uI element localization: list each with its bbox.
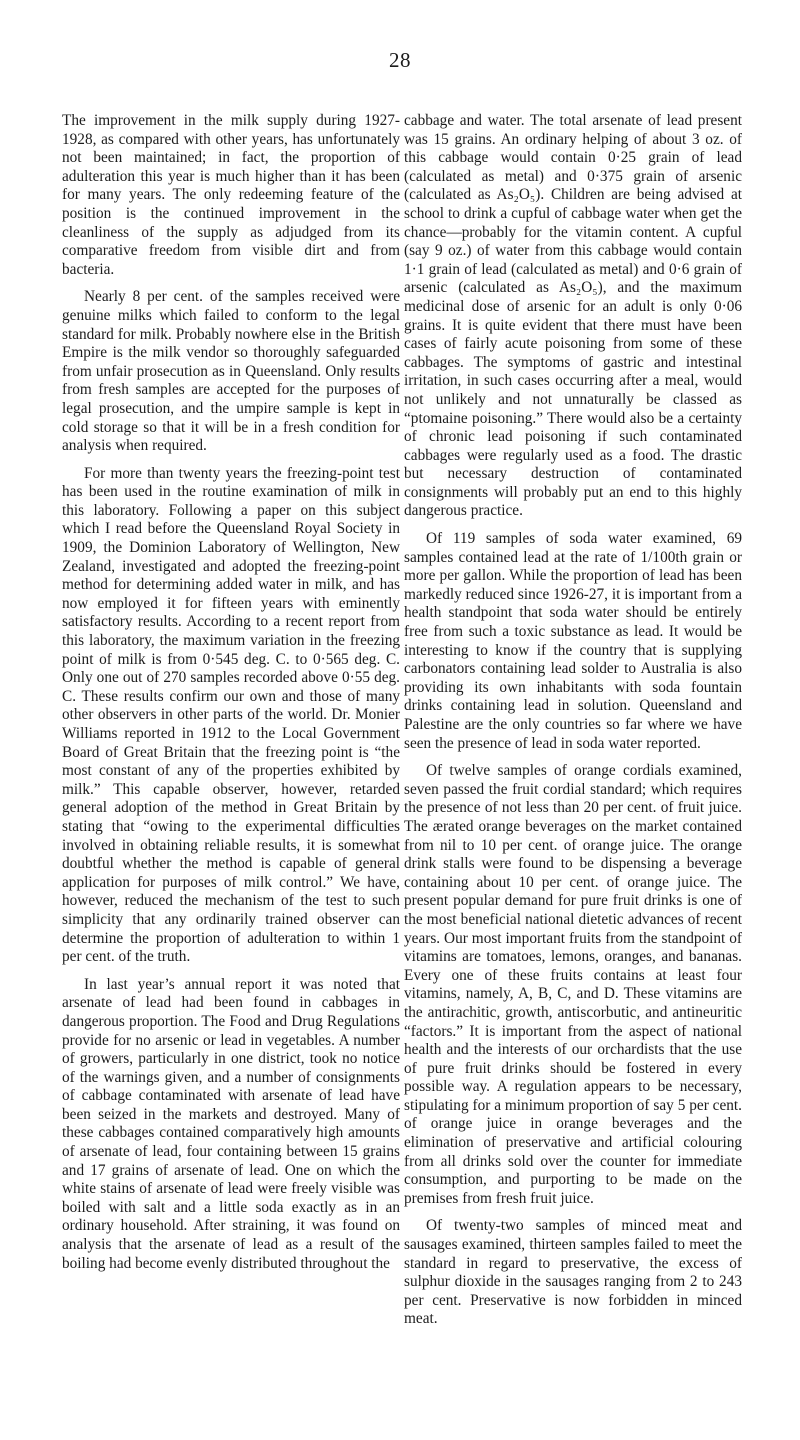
paragraph-freezing-point: For more than twenty years the freezing-point test has been used in the routine examination of milk in this laboratory. Following a paper on this subject which I read before the Queensland Royal Society in 1909, the Dominion Laboratory of Wellington, New Zealand, investigated and adopted the freezing-point method for determining added water in milk, and has now employed it for fifteen years with eminently satisfactory results. According to a recent report from this laboratory, the maximum variation in the freezing point of milk is from 0·545 deg. C. to 0·565 deg. C. Only one out of 270 samples recorded above 0·55 deg. C. These results confirm our own and those of many other observers in other parts of the world. Dr. Monier Williams reported in 1912 to the Local Government Board of Great Britain that the freezing point is “the most constant of any of the properties exhibited by milk.” This capable observer, however, retarded general adoption of the method in Great Britain by stating that “owing to the experimental difficulties involved in obtaining reliable results, it is somewhat doubtful whether the method is capable of general application for purposes of milk control.” We have, however, reduced the mechanism of the test to such simplicity that any ordinarily trained observer can determine the proportion of adulteration to within 1 per cent. of the truth. [62, 464, 400, 966]
paragraph-legal-standard: Nearly 8 per cent. of the samples received were genuine milks which failed to conform to the legal standard for milk. Probably nowhere else in the British Empire is the milk vendor so thoroughly safeguarded from unfair prosecution as in Queensland. Only results from fresh samples are accepted for the purposes of legal prosecution, and the umpire sample is kept in cold storage so that it will be in a fresh condition for analysis when required. [62, 288, 400, 455]
paragraph-orange-cordials: Of twelve samples of orange cordials examined, seven passed the fruit cordial standard; which requires the presence of not less than 20 per cent. of fruit juice. The ærated orange beverages on the market contained from nil to 10 per cent. of orange juice. The orange drink stalls were found to be dispensing a beverage containing about 10 per cent. of orange juice. The present popular demand for pure fruit drinks is one of the most beneficial national dietetic advances of recent years. Our most important fruits from the standpoint of vitamins are tomatoes, lemons, oranges, and bananas. Every one of these fruits contains at least four vitamins, namely, A, B, C, and D. These vitamins are the antirachitic, growth, antiscorbutic, and antineuritic “factors.” It is important from the aspect of national health and the interests of our orchardists that the use of pure fruit drinks should be fostered in every possible way. A regulation appears to be necessary, stipulating for a minimum proportion of say 5 per cent. of orange juice in orange beverages and the elimination of preservative and artificial colouring from all drinks sold over the counter for immediate consumption, and purporting to be made on the premises from fresh fruit juice. [404, 762, 742, 1207]
page-number: 28 [389, 48, 411, 72]
paragraph-cabbage-water-continued: cabbage and water. The total arsenate of lead present was 15 grains. An ordinary helping of about 3 oz. of this cabbage would contain 0·25 grain of lead (calculated as metal) and 0·375 grain of arsenic (calculated as As₂O₅). Children are being advised at school to drink a cupful of cabbage water when get the chance—probably for the vitamin content. A cupful (say 9 oz.) of water from this cabbage would contain 1·1 grain of lead (calculated as metal) and 0·6 grain of arsenic (calculated as As₂O₅), and the maximum medicinal dose of arsenic for an adult is only 0·06 grains. It is quite evident that there must have been cases of fairly acute poisoning from some of these cabbages. The symptoms of gastric and intestinal irritation, in such cases occurring after a meal, would not unlikely and not unnaturally be classed as “ptomaine poisoning.” There would also be a certainty of chronic lead poisoning if such contaminated cabbages were regularly used as a food. The drastic but necessary destruction of contaminated consignments will probably put an end to this highly dangerous practice. [404, 112, 742, 520]
paragraph-arsenate-cabbages: In last year’s annual report it was noted that arsenate of lead had been found in cabbages in dangerous proportion. The Food and Drug Regulations provide for no arsenic or lead in vegetables. A number of growers, particularly in one district, took no notice of the warnings given, and a number of consignments of cabbage contaminated with arsenate of lead have been seized in the markets and destroyed. Many of these cabbages contained comparatively high amounts of arsenate of lead, four containing between 15 grains and 17 grains of arsenate of lead. One on which the white stains of arsenate of lead were freely visible was boiled with salt and a little soda exactly as in an ordinary household. After straining, it was found on analysis that the arsenate of lead as a result of the boiling had become evenly distributed throughout the [62, 975, 400, 1272]
paragraph-minced-meat: Of twenty-two samples of minced meat and sausages examined, thirteen samples failed to meet the standard in regard to preservative, the excess of sulphur dioxide in the sausages ranging from 2 to 243 per cent. Preservative is now forbidden in minced meat. [404, 1217, 742, 1328]
paragraph-soda-water: Of 119 samples of soda water examined, 69 samples contained lead at the rate of 1/100th grain or more per gallon. While the proportion of lead has been markedly reduced since 1926-27, it is important from a health standpoint that soda water should be entirely free from such a toxic substance as lead. It would be interesting to know if the country that is supplying carbonators containing lead solder to Australia is also providing its own inhabitants with soda fountain drinks containing lead in solution. Queensland and Palestine are the only countries so far where we have seen the presence of lead in soda water reported. [404, 530, 742, 752]
paragraph-milk-supply: The improvement in the milk supply during 1927-1928, as compared with other years, has unfortunately not been maintained; in fact, the proportion of adulteration this year is much higher than it has been for many years. The only redeeming feature of the position is the continued improvement in the cleanliness of the supply as adjudged from its comparative freedom from visible dirt and from bacteria. [62, 112, 400, 278]
right-column [404, 112, 742, 1338]
left-column [62, 112, 400, 1282]
